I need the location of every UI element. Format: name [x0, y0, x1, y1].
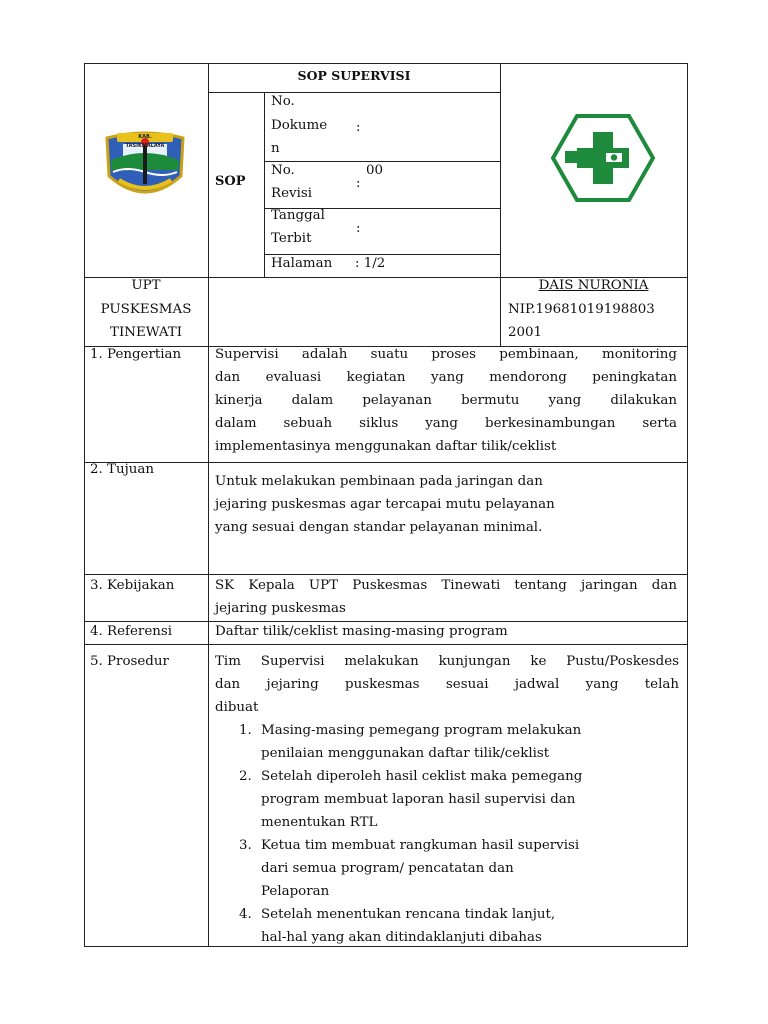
text-line: Halaman — [271, 256, 333, 271]
text-line: hal-hal yang akan ditindaklanjuti dibahas — [261, 930, 542, 945]
text-line: : — [356, 221, 361, 236]
text-line: : — [356, 176, 361, 191]
text-line: Untuk melakukan pembinaan pada jaringan dan — [215, 474, 543, 489]
text-line: 2. — [239, 769, 252, 784]
text-line: Dokume — [271, 118, 328, 133]
document-title: SOP SUPERVISI — [297, 68, 411, 83]
table-border — [500, 63, 501, 347]
text-line: No. — [271, 163, 295, 178]
text-line: dan evaluasi kegiatan yang mendorong peningkatan — [215, 370, 677, 385]
text-line: UPT — [131, 278, 161, 293]
text-line: Daftar tilik/ceklist masing-masing program — [215, 624, 508, 639]
section-label: 3. Kebijakan — [90, 578, 175, 593]
left-logo-caption: KAB. TASIKMALAYA — [125, 134, 165, 149]
table-border — [84, 462, 688, 463]
text-line: 2001 — [508, 325, 543, 340]
text-line: 4. — [239, 907, 252, 922]
text-line: Tanggal — [271, 208, 325, 223]
section-label: 5. Prosedur — [90, 654, 169, 669]
text-line: Masing-masing pemegang program melakukan — [261, 723, 582, 738]
table-border — [208, 92, 501, 93]
table-border — [687, 63, 688, 947]
section-label: 2. Tujuan — [90, 462, 154, 477]
revisi-value: 00 — [366, 163, 384, 178]
text-line: SK Kepala UPT Puskesmas Tinewati tentang jaringan dan — [215, 578, 677, 593]
text-line: Setelah menentukan rencana tindak lanjut, — [261, 907, 556, 922]
text-line: yang sesuai dengan standar pelayanan minimal. — [215, 520, 543, 535]
section-label: 4. Referensi — [90, 624, 173, 639]
table-border — [84, 644, 688, 645]
text-line: Supervisi adalah suatu proses pembinaan, monitoring — [215, 347, 677, 362]
text-line: penilaian menggunakan daftar tilik/ceklist — [261, 746, 550, 761]
section-label: 1. Pengertian — [90, 347, 182, 362]
text-line: program membuat laporan hasil supervisi dan — [261, 792, 576, 807]
signer-name: DAIS NURONIA — [538, 278, 649, 293]
text-line: menentukan RTL — [261, 815, 378, 830]
text-line: Revisi — [271, 186, 313, 201]
text-line: TINEWATI — [110, 325, 182, 340]
table-border — [208, 63, 209, 347]
text-line: Pelaporan — [261, 884, 330, 899]
text-line: implementasinya menggunakan daftar tilik/ceklist — [215, 439, 557, 454]
table-border — [84, 63, 85, 947]
text-line: jejaring puskesmas agar tercapai mutu pelayanan — [215, 497, 555, 512]
text-line: : 1/2 — [355, 256, 386, 271]
text-line: Tim Supervisi melakukan kunjungan ke Pustu/Poskesdes — [215, 654, 679, 669]
text-line: dan jejaring puskesmas sesuai jadwal yang telah — [215, 677, 679, 692]
text-line: PUSKESMAS — [100, 302, 192, 317]
text-line: Terbit — [271, 231, 312, 246]
sop-label: SOP — [215, 174, 246, 189]
table-border — [208, 346, 209, 946]
kabupaten-tasikmalaya-logo — [103, 130, 187, 204]
text-line: n — [271, 141, 280, 156]
text-line: dalam sebuah siklus yang berkesinambungan serta — [215, 416, 677, 431]
text-line: 3. — [239, 838, 252, 853]
text-line: kinerja dalam pelayanan bermutu yang dilakukan — [215, 393, 677, 408]
text-line: jejaring puskesmas — [215, 601, 346, 616]
text-line: 1. — [239, 723, 252, 738]
text-line: No. — [271, 94, 295, 109]
puskesmas-logo — [550, 113, 656, 203]
text-line: Setelah diperoleh hasil ceklist maka pemegang — [261, 769, 583, 784]
text-line: dibuat — [215, 700, 259, 715]
text-line: : — [356, 120, 361, 135]
signer-nip: NIP.19681019198803 — [508, 302, 655, 317]
text-line: Ketua tim membuat rangkuman hasil supervisi — [261, 838, 580, 853]
table-border — [264, 92, 265, 277]
text-line: dari semua program/ pencatatan dan — [261, 861, 514, 876]
